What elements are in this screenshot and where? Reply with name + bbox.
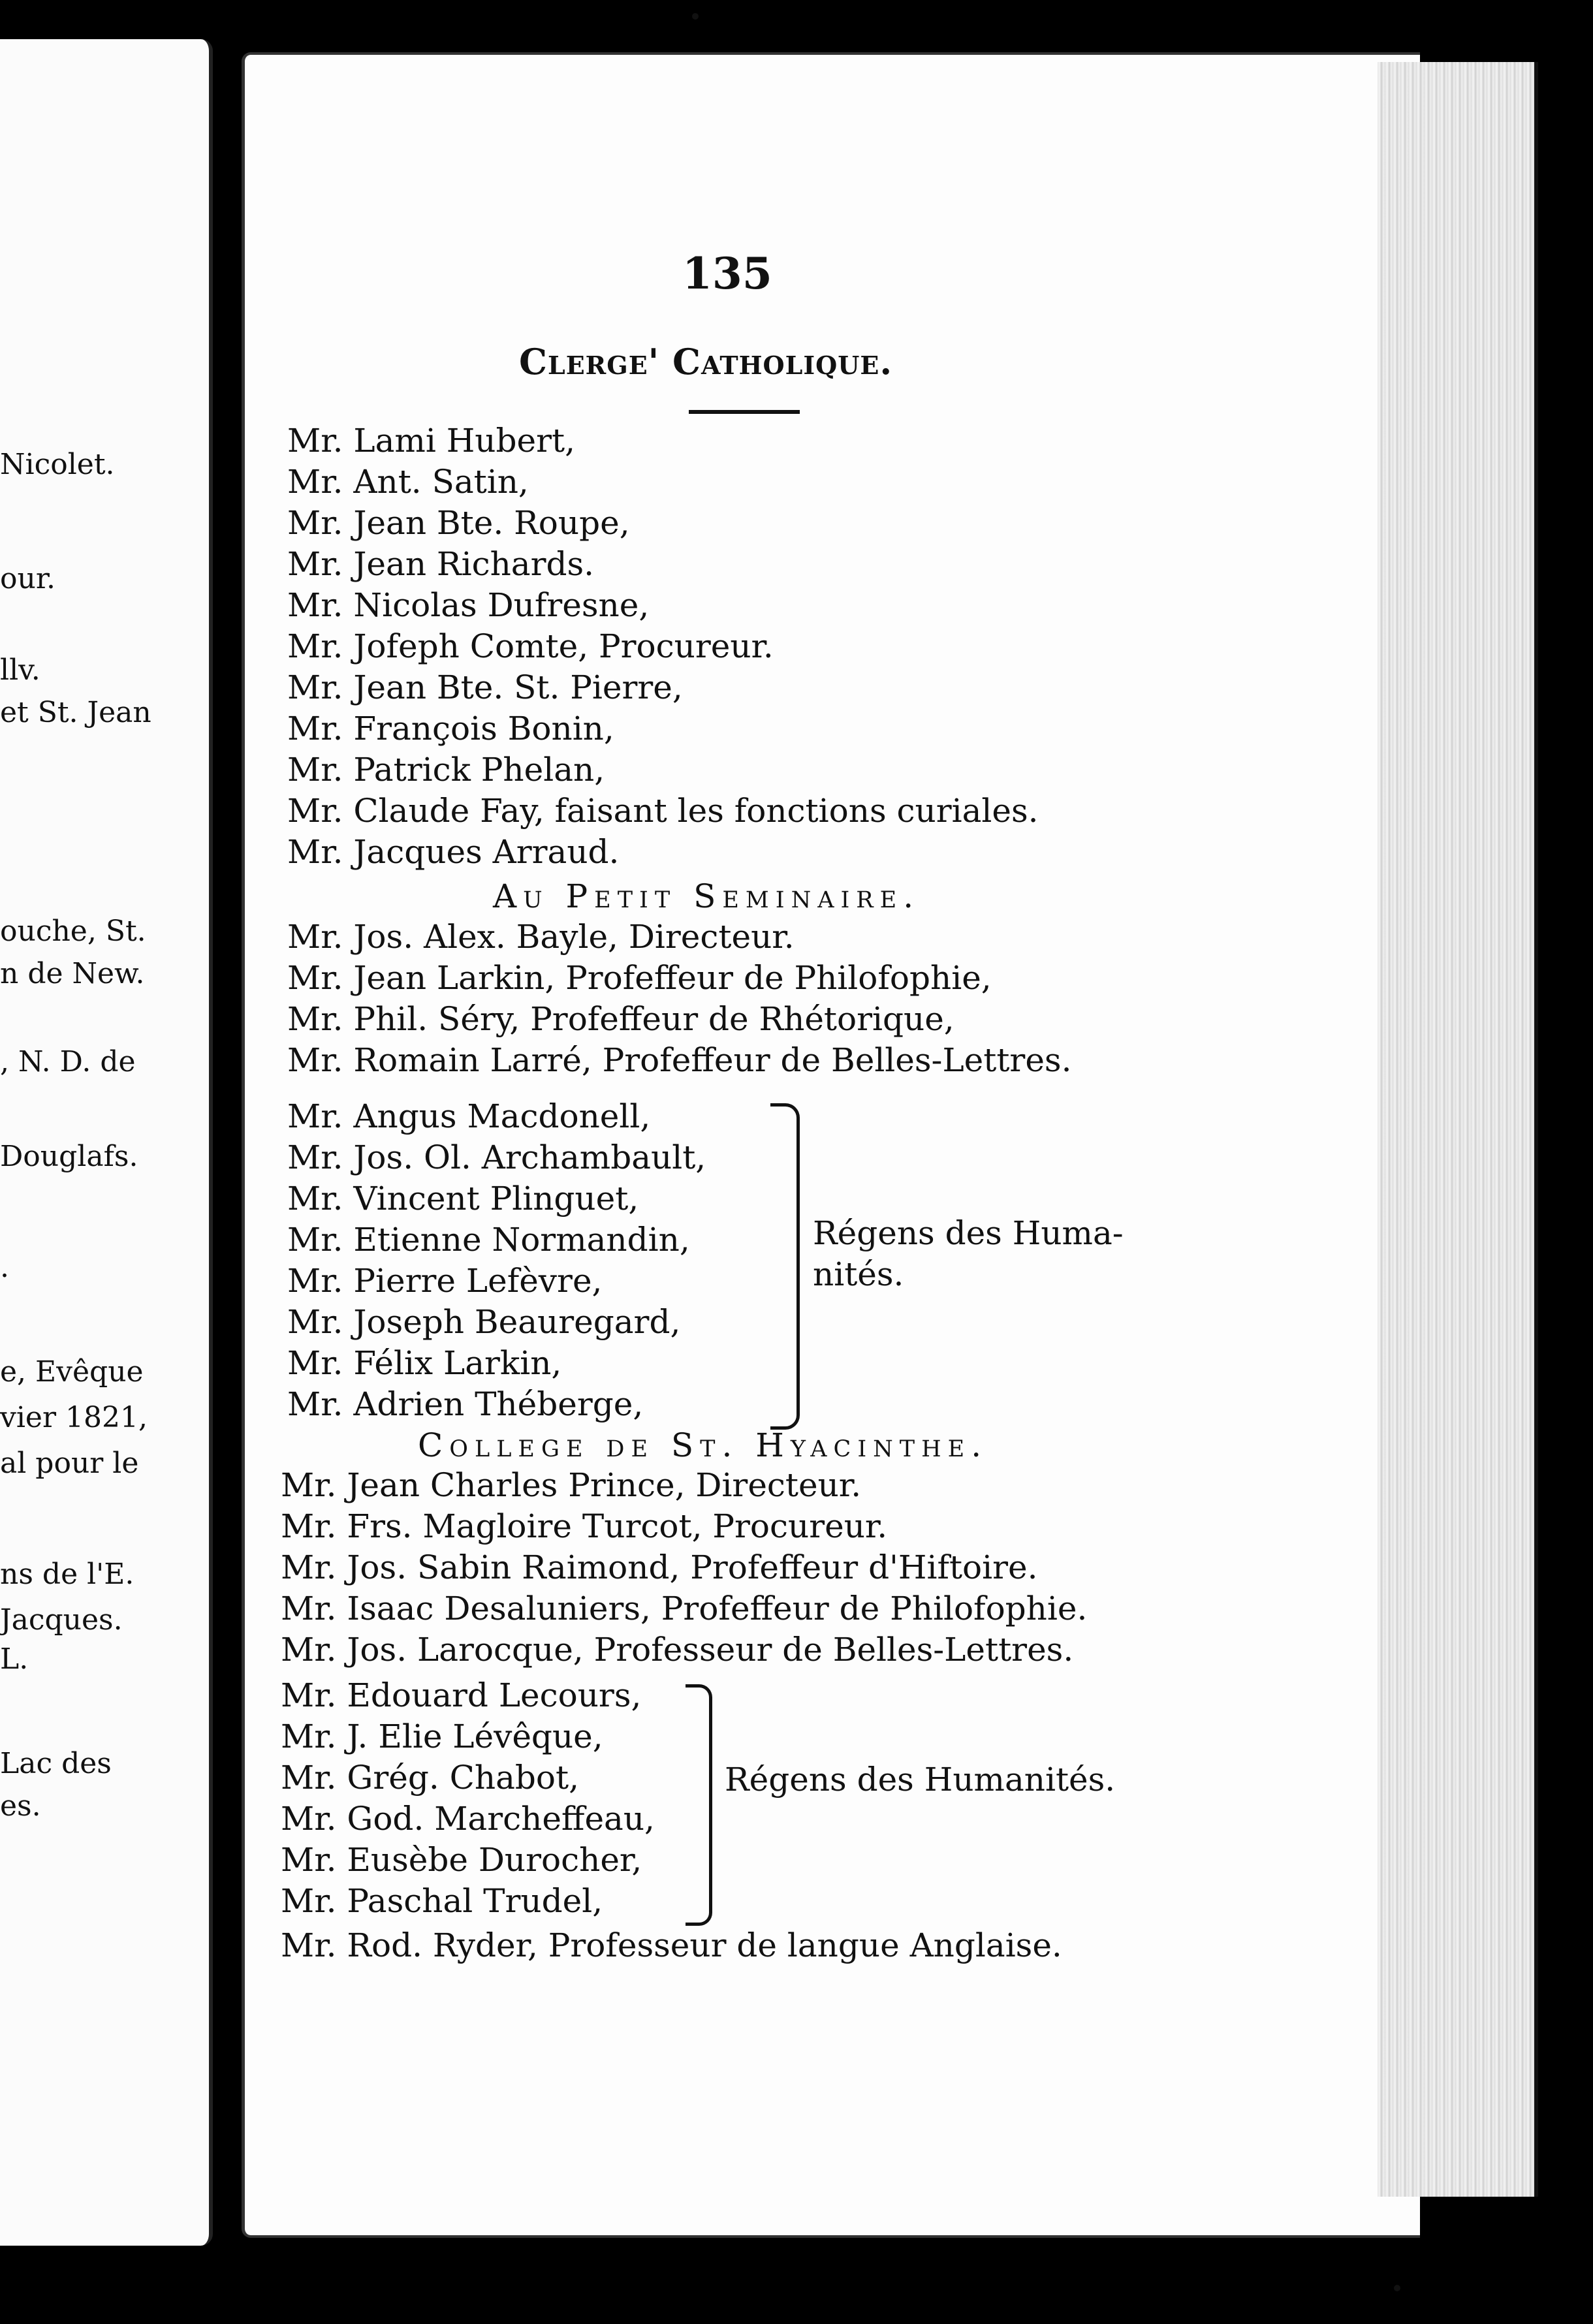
regens-label-line2: nités. bbox=[813, 1255, 904, 1293]
clergy-entry: Mr. Ant. Satin, bbox=[287, 463, 529, 501]
clergy-entry: Mr. Patrick Phelan, bbox=[287, 751, 605, 789]
college-staff: Mr. Isaac Desaluniers, Profeffeur de Philofophie. bbox=[281, 1590, 1088, 1627]
speck bbox=[692, 13, 699, 20]
college-regent: Mr. J. Elie Lévêque, bbox=[281, 1718, 603, 1755]
page-heading: Clerge' Catholique. bbox=[519, 341, 893, 383]
college-last-entry: Mr. Rod. Ryder, Professeur de langue Anglaise. bbox=[281, 1926, 1062, 1964]
regens-label-line1: Régens des Huma- bbox=[813, 1214, 1124, 1252]
college-regent: Mr. Paschal Trudel, bbox=[281, 1882, 603, 1920]
seminaire-staff: Mr. Jos. Alex. Bayle, Directeur. bbox=[287, 918, 795, 956]
seminaire-regent: Mr. Pierre Lefèvre, bbox=[287, 1262, 603, 1300]
left-fragment: Lac des bbox=[0, 1747, 112, 1780]
clergy-entry: Mr. Jean Bte. St. Pierre, bbox=[287, 668, 683, 706]
clergy-entry: Mr. Jean Bte. Roupe, bbox=[287, 504, 630, 542]
left-fragment: n de New. bbox=[0, 957, 145, 990]
seminaire-regent: Mr. Adrien Théberge, bbox=[287, 1385, 644, 1423]
section-title-petit-seminaire: Au Petit Seminaire. bbox=[493, 877, 921, 915]
left-fragment: es. bbox=[0, 1789, 41, 1823]
left-fragment: L. bbox=[0, 1642, 29, 1676]
seminaire-regent: Mr. Joseph Beauregard, bbox=[287, 1303, 681, 1341]
regens-brace bbox=[770, 1103, 800, 1430]
previous-page-fragment bbox=[0, 39, 213, 2246]
clergy-entry: Mr. François Bonin, bbox=[287, 710, 614, 747]
clergy-entry: Mr. Nicolas Dufresne, bbox=[287, 586, 650, 624]
speck bbox=[1394, 2285, 1400, 2291]
page-edge bbox=[1378, 62, 1538, 2197]
college-staff: Mr. Jos. Larocque, Professeur de Belles-Lettres. bbox=[281, 1631, 1074, 1669]
clergy-entry: Mr. Lami Hubert, bbox=[287, 422, 575, 460]
college-staff: Mr. Frs. Magloire Turcot, Procureur. bbox=[281, 1507, 888, 1545]
seminaire-staff: Mr. Phil. Séry, Profeffeur de Rhétorique, bbox=[287, 1000, 954, 1038]
section-title-college: College de St. Hyacinthe. bbox=[418, 1426, 988, 1464]
left-fragment: Jacques. bbox=[0, 1603, 123, 1637]
clergy-entry: Mr. Jofeph Comte, Procureur. bbox=[287, 627, 774, 665]
left-fragment: Nicolet. bbox=[0, 448, 115, 481]
seminaire-regent: Mr. Jos. Ol. Archambault, bbox=[287, 1138, 706, 1176]
left-fragment: our. bbox=[0, 562, 56, 595]
seminaire-regent: Mr. Angus Macdonell, bbox=[287, 1097, 651, 1135]
left-fragment: et St. Jean bbox=[0, 696, 151, 729]
college-staff: Mr. Jean Charles Prince, Directeur. bbox=[281, 1466, 862, 1504]
regens-label bbox=[813, 1213, 1124, 1295]
clergy-entry: Mr. Jacques Arraud. bbox=[287, 833, 620, 871]
left-fragment: . bbox=[0, 1251, 9, 1284]
seminaire-regent: Mr. Vincent Plinguet, bbox=[287, 1180, 639, 1217]
seminaire-staff: Mr. Romain Larré, Profeffeur de Belles-Lettres. bbox=[287, 1041, 1072, 1079]
seminaire-staff: Mr. Jean Larkin, Profeffeur de Philofophie, bbox=[287, 959, 992, 997]
clergy-entry: Mr. Jean Richards. bbox=[287, 545, 595, 583]
college-regens-label: Régens des Humanités. bbox=[725, 1761, 1116, 1798]
college-regent: Mr. Eusèbe Durocher, bbox=[281, 1841, 642, 1879]
left-fragment: , N. D. de bbox=[0, 1045, 136, 1078]
left-fragment: e, Evêque bbox=[0, 1355, 144, 1389]
seminaire-regent: Mr. Félix Larkin, bbox=[287, 1344, 562, 1382]
seminaire-regent: Mr. Etienne Normandin, bbox=[287, 1221, 690, 1259]
college-regent: Mr. Edouard Lecours, bbox=[281, 1676, 642, 1714]
left-fragment: al pour le bbox=[0, 1447, 139, 1480]
left-fragment: ns de l'E. bbox=[0, 1558, 134, 1591]
college-regent: Mr. God. Marcheffeau, bbox=[281, 1800, 655, 1838]
college-staff: Mr. Jos. Sabin Raimond, Profeffeur d'Hiftoire. bbox=[281, 1548, 1038, 1586]
left-fragment: llv. bbox=[0, 653, 40, 687]
left-fragment: vier 1821, bbox=[0, 1401, 148, 1434]
left-fragment: ouche, St. bbox=[0, 915, 146, 948]
left-fragment: Douglafs. bbox=[0, 1140, 138, 1173]
heading-rule bbox=[689, 410, 800, 414]
college-regent: Mr. Grég. Chabot, bbox=[281, 1759, 579, 1797]
clergy-entry: Mr. Claude Fay, faisant les fonctions curiales. bbox=[287, 792, 1039, 830]
page-number: 135 bbox=[682, 248, 772, 299]
college-regens-brace bbox=[686, 1684, 712, 1926]
